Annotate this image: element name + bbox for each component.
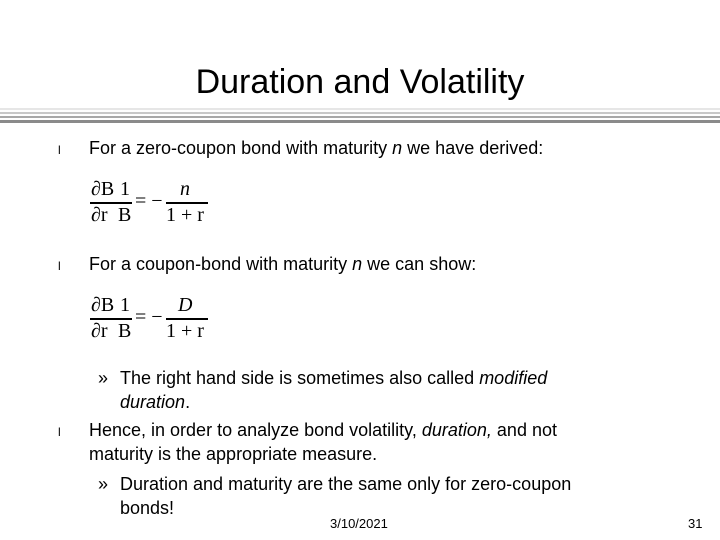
bullet-marker: l — [58, 143, 61, 157]
modified-term: modified — [479, 368, 548, 388]
formula-partial-r: ∂r — [91, 204, 108, 226]
duration-term: duration, — [421, 420, 492, 440]
bullet-text: For a zero-coupon bond with maturity — [89, 138, 393, 158]
formula-denominator: 1 + r — [166, 204, 204, 226]
sub-bullet-text: Duration and maturity are the same only for zero-coupon — [120, 474, 572, 494]
bullet-text: we have derived: — [402, 138, 544, 158]
formula-one: 1 — [120, 294, 130, 316]
bullet-text: For a coupon-bond with maturity — [89, 254, 353, 274]
formula-d: D — [178, 294, 193, 316]
sub-bullet-same-only — [120, 472, 680, 520]
formula-n: n — [180, 178, 190, 200]
bullet-marker: l — [58, 425, 61, 439]
bullet-marker: l — [58, 259, 61, 273]
bullet-hence — [89, 418, 689, 466]
formula-equals: = − — [135, 190, 163, 212]
maturity-variable: n — [392, 138, 403, 158]
formula-partial-b: ∂B — [91, 178, 115, 200]
formula-denominator: 1 + r — [166, 320, 204, 342]
bullet-text: and not — [491, 420, 557, 440]
sub-bullet-text: . — [185, 392, 191, 412]
bullet-zero-coupon — [89, 136, 543, 160]
page-number: 31 — [688, 516, 703, 531]
sub-bullet-text: bonds! — [120, 498, 175, 518]
slide-title: Duration and Volatility — [195, 63, 525, 101]
formula-b: B — [118, 204, 132, 226]
formula-partial-r: ∂r — [91, 320, 108, 342]
footer-date: 3/10/2021 — [330, 516, 388, 531]
bullet-text: Hence, in order to analyze bond volatility, — [89, 420, 422, 440]
bullet-text: we can show: — [362, 254, 477, 274]
coupon-bond-formula — [88, 294, 218, 346]
duration-term: duration — [120, 392, 186, 412]
formula-equals: = − — [135, 306, 163, 328]
sub-bullet-marker: » — [98, 474, 109, 494]
formula-b: B — [118, 320, 132, 342]
zero-coupon-formula — [88, 178, 218, 230]
formula-partial-b: ∂B — [91, 294, 115, 316]
bullet-text: maturity is the appropriate measure. — [89, 444, 378, 464]
sub-bullet-modified-duration — [120, 366, 620, 414]
sub-bullet-text: The right hand side is sometimes also called — [120, 368, 480, 388]
formula-one: 1 — [120, 178, 130, 200]
maturity-variable: n — [352, 254, 363, 274]
sub-bullet-marker: » — [98, 368, 109, 388]
bullet-coupon-bond — [89, 252, 476, 276]
